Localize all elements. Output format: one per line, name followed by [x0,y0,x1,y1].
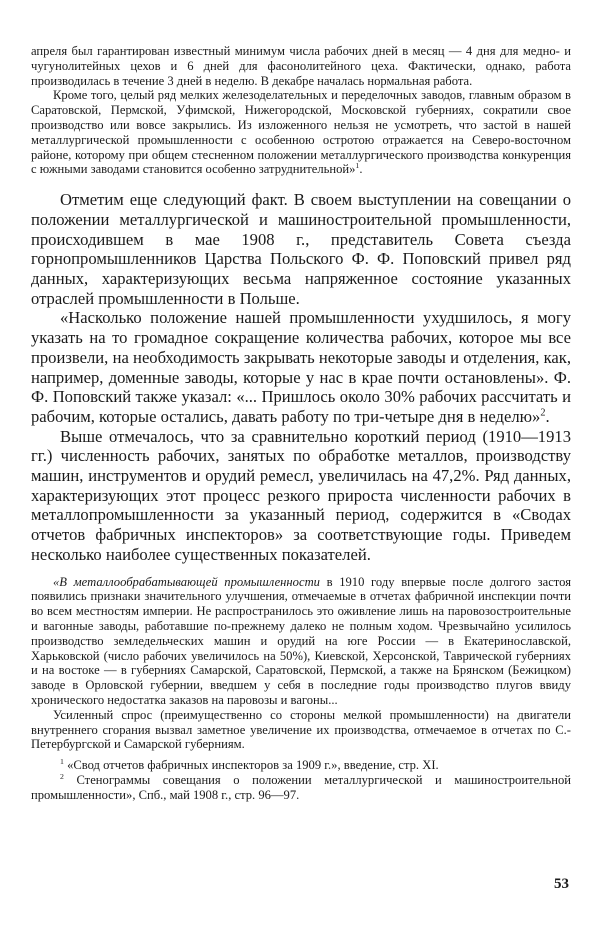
footnote-ref: 2 [540,407,546,419]
paragraph-text: в 1910 году впервые после долгого застоя появились признаки значительного улучшения, отмечаемые в отчетах фабричной инспекции почти во всем местностям империи. Не распространилось это оживление лишь на паровозостроительные и вагонные заводы, работавшие по-прежнему далеко не полным ходом. Чрезвычайно усилилось производство земледельческих машин и орудий на юге России — в Екатеринославской, Харьковской (число рабочих увеличилось на 50%), Киевской, Херсонской, Таврической губерниях и на востоке — в губерниях Самарской, Саратовской, Пермской, а также на Брянском (Бежицком) заводе в Орловской губернии, введшем у себя в последние годы производство плугов ввиду хронического недостатка заказов на паровозы и вагоны... [31,574,571,707]
footnotes [31,758,571,802]
paragraph-quote-end: Кроме того, целый ряд мелких железоделательных и переделочных заводов, главным образом в Саратовской, Пермской, Уфимской, Нижегородской, Московской губерниях, сократили свое производство или вовсе закрылись. Из изложенного нельзя не усмотреть, что застой в нашей металлургической промышленности с особенною остротою отражается на Северо-восточном районе, которому при общем стесненном положении металлургического производства конкуренция с южными заводами становится особенно затруднительной»$^1$. [31,88,571,177]
page-number: 53 [554,876,569,892]
paragraph-text: Кроме того, целый ряд мелких железоделательных и переделочных заводов, главным образом в Саратовской, Пермской, Уфимской, Нижегородской, Московской губерниях, сократили свое производство или вовсе закрылись. Из изложенного нельзя не усмотреть, что застой в нашей металлургической промышленности с особенною остротою отражается на Северо-восточном районе, которому при общем стесненном положении металлургического производства конкуренция с южными заводами становится особенно затруднительной» [31,88,571,177]
paragraph-quote: «Насколько положение нашей промышленности ухудшилось, я могу указать на то громадное сокращение количества рабочих, которое мы все произвели, на необходимость закрывать некоторые заводы и отделения, как, например, доменные заводы, которые у нас в крае почти остановлены». Ф. Ф. Поповский также указал: «... Пришлось около 30% рабочих рассчитать и рабочим, которые остались, давать работу по три-четыре дня в неделю»$^2$. [31,308,571,426]
footnote-mark: 2 [60,771,64,781]
paragraph-text: Отметим еще следующий факт. В своем выступлении на совещании о положении металлургической и машиностроительной промышленности, происходившем в мае 1908 г., представитель Совета съезда горнопромышленников Царства Польского Ф. Ф. Поповский привел ряд данных, характеризующих весьма напряженное состояние указанных отраслей промышленности в Польше. [31,190,571,308]
page-body [31,44,571,802]
footnote-mark: 1 [60,756,64,766]
paragraph-main [31,427,571,565]
paragraph-main [31,190,571,308]
footnote-ref: 1 [355,161,360,171]
footnote-text: Стенограммы совещания о положении металлургической и машиностроительной промышленности», Спб., май 1908 г., стр. 96—97. [31,772,571,802]
paragraph-text: Усиленный спрос (преимущественно со стороны мелкой промышленности) на двигатели внутреннего сгорания вызвал заметное увеличение их производства, отмечаемое в отчетах по С.-Петербургской и Самарской губерниям. [31,707,571,752]
italic-heading: «В металлообрабатывающей промышленности [53,574,320,589]
paragraph-text: Выше отмечалось, что за сравнительно короткий период (1910—1913 гг.) численность рабочих, занятых по обработке металлов, производству машин, инструментов и орудий ремесл, увеличилась на 47,2%. Ряд данных, характеризующих этот процесс резкого прироста численности рабочих в металлопромышленности за указанный период, содержится в «Сводах отчетов фабричных инспекторов» за соответствующие годы. Приведем несколько наиболее существенных показателей. [31,426,571,564]
paragraph-report-quote [31,575,571,708]
paragraph-report-quote [31,708,571,752]
paragraph-text: «Насколько положение нашей промышленности ухудшилось, я могу указать на то громадное сокращение количества рабочих, которое мы все произвели, на необходимость закрывать некоторые заводы и отделения, как, например, доменные заводы, которые у нас в крае почти остановлены». Ф. Ф. Поповский также указал: «... Пришлось около 30% рабочих рассчитать и рабочим, которые остались, давать работу по три-четыре дня в неделю» [31,308,571,426]
footnote [31,758,571,773]
footnote-text: «Свод отчетов фабричных инспекторов за 1909 г.», введение, стр. XI. [67,758,439,773]
paragraph-text: апреля был гарантирован известный минимум числа рабочих дней в месяц — 4 дня для медно- и чугунолитейных цехов и 6 дней для фасонолитейного цеха. Фактически, однако, работа производилась в течение 3 дней в неделю. В декабре началась нормальная работа. [31,44,571,88]
footnote [31,773,571,803]
paragraph-continuation [31,44,571,88]
